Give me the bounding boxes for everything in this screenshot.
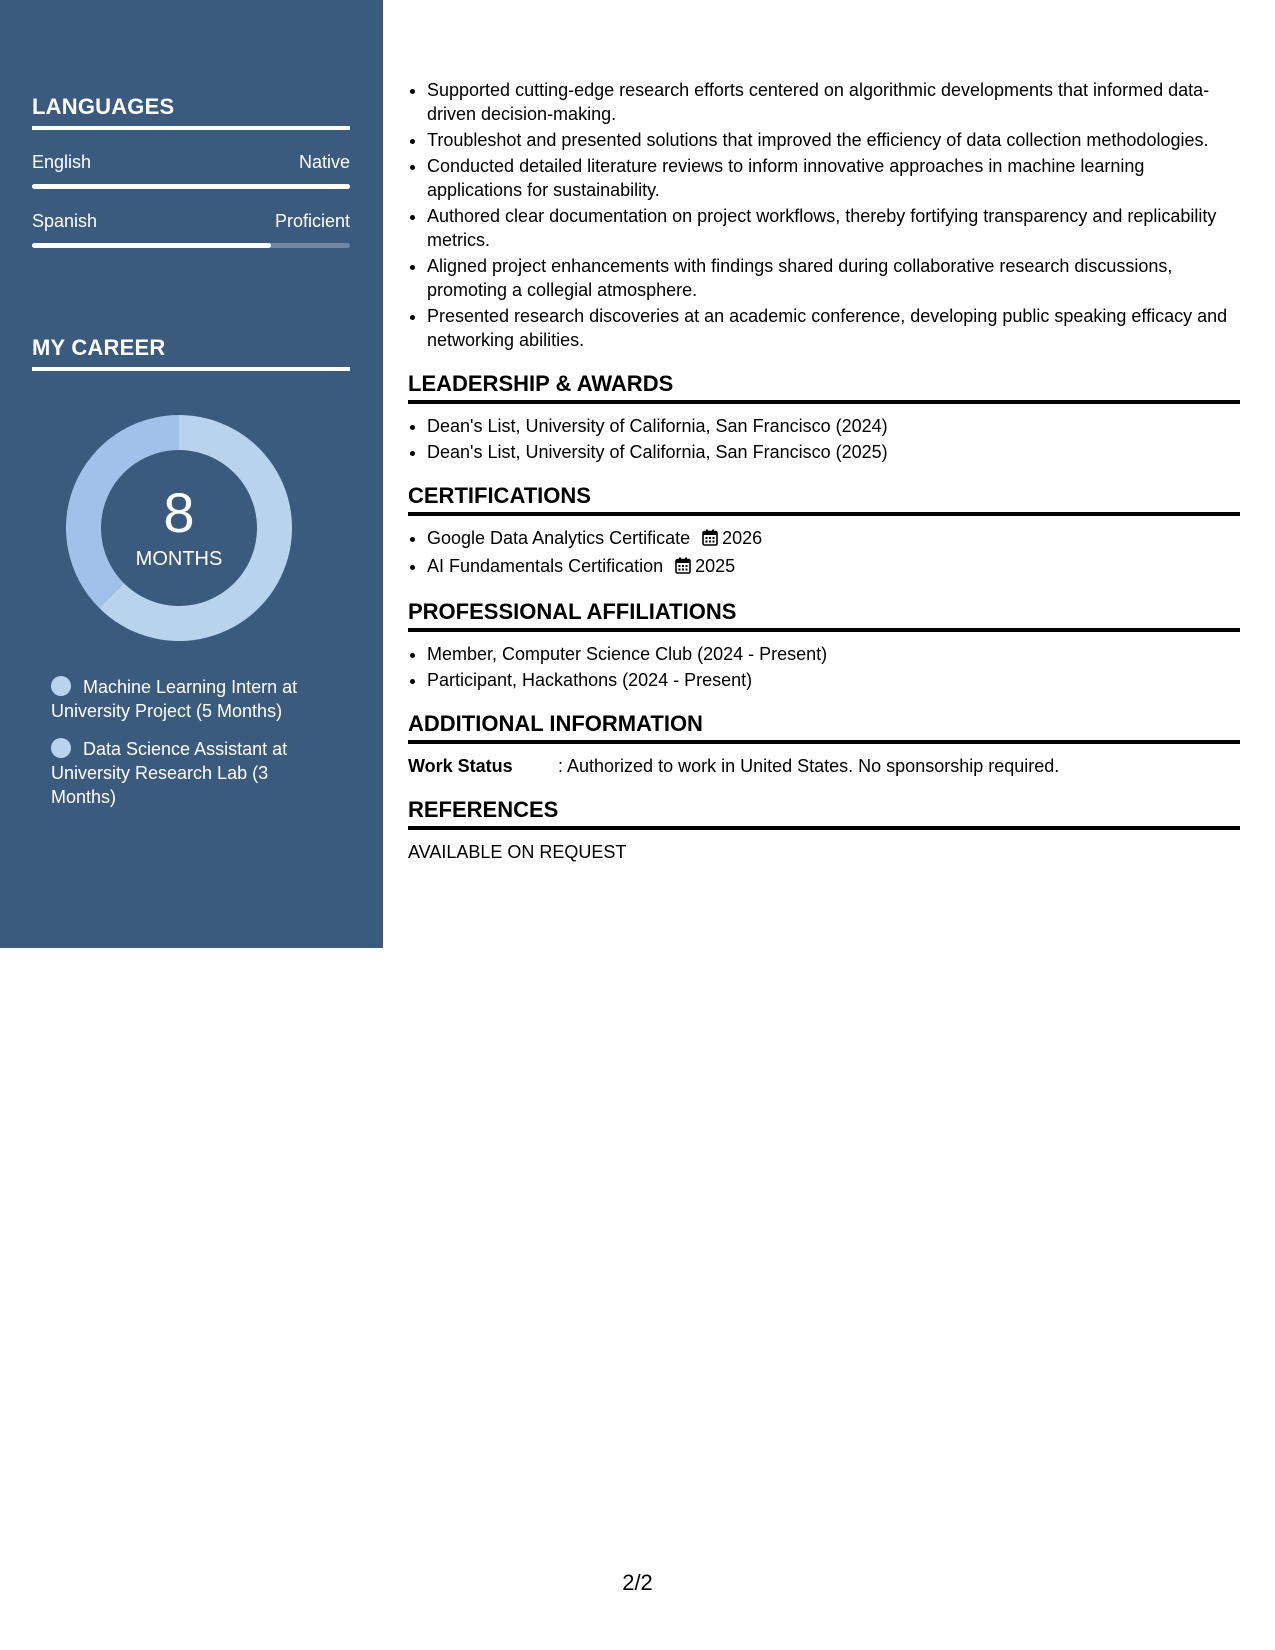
career-total-unit: MONTHS xyxy=(135,548,223,570)
language-item xyxy=(32,211,350,248)
career-legend-label: Machine Learning Intern at University Project (5 Months) xyxy=(51,677,298,721)
language-proficiency-bar xyxy=(32,243,350,248)
experience-bullets xyxy=(408,78,1240,352)
career-legend-label: Data Science Assistant at University Research Lab (3 Months) xyxy=(51,739,288,807)
certification-year: 2025 xyxy=(695,556,736,576)
language-proficiency-bar xyxy=(32,184,350,189)
languages-heading: LANGUAGES xyxy=(32,94,350,130)
references-heading: REFERENCES xyxy=(408,796,1240,830)
work-status-row xyxy=(408,754,1240,778)
career-donut-chart xyxy=(66,415,292,641)
certification-name: Google Data Analytics Certificate xyxy=(427,528,691,548)
experience-bullet: • Conducted detailed literature reviews to inform innovative approaches in machine learning applications for sustainability. xyxy=(427,154,1240,202)
career-legend-item xyxy=(51,675,321,723)
work-status-label: Work Status xyxy=(408,756,513,776)
main-content xyxy=(408,78,1240,864)
calendar-icon xyxy=(675,556,691,580)
additional-info-heading: ADDITIONAL INFORMATION xyxy=(408,710,1240,744)
leadership-heading: LEADERSHIP & AWARDS xyxy=(408,370,1240,404)
career-heading: MY CAREER xyxy=(32,335,350,371)
language-name: Spanish xyxy=(32,211,98,231)
leadership-item: • Dean's List, University of California, San Francisco (2024) xyxy=(427,414,1240,438)
leadership-item: • Dean's List, University of California, San Francisco (2025) xyxy=(427,440,1240,464)
calendar-icon xyxy=(702,528,718,552)
experience-bullet: • Authored clear documentation on project workflows, thereby fortifying transparency and replicability metrics. xyxy=(427,204,1240,252)
career-section xyxy=(32,335,350,371)
career-legend-item xyxy=(51,737,321,809)
language-proficiency-fill xyxy=(32,243,271,248)
experience-bullet: • Supported cutting-edge research efforts centered on algorithmic developments that informed data-driven decision-making. xyxy=(427,78,1240,126)
work-status-value: : Authorized to work in United States. No sponsorship required. xyxy=(558,756,1060,776)
career-legend xyxy=(51,675,321,823)
affiliation-item: • Participant, Hackathons (2024 - Present) xyxy=(427,668,1240,692)
legend-dot-icon xyxy=(51,738,71,758)
language-proficiency-fill xyxy=(32,184,350,189)
additional-info-section xyxy=(408,710,1240,778)
certification-year: 2026 xyxy=(722,528,763,548)
career-total-number: 8 xyxy=(163,481,195,544)
page-number: 2/2 xyxy=(622,1570,653,1595)
leadership-section xyxy=(408,370,1240,464)
certification-name: AI Fundamentals Certification xyxy=(427,556,664,576)
certification-item xyxy=(427,554,1240,580)
language-item xyxy=(32,152,350,189)
experience-bullet: • Aligned project enhancements with findings shared during collaborative research discussions, promoting a collegial atmosphere. xyxy=(427,254,1240,302)
references-text: AVAILABLE ON REQUEST xyxy=(408,842,627,862)
certifications-section xyxy=(408,482,1240,580)
affiliation-item: • Member, Computer Science Club (2024 - Present) xyxy=(427,642,1240,666)
language-level: Proficient xyxy=(274,211,350,231)
affiliations-heading: PROFESSIONAL AFFILIATIONS xyxy=(408,598,1240,632)
sidebar xyxy=(0,0,383,948)
references-section xyxy=(408,796,1240,864)
affiliations-section xyxy=(408,598,1240,692)
language-name: English xyxy=(32,152,92,172)
legend-dot-icon xyxy=(51,676,71,696)
experience-bullet: • Troubleshot and presented solutions that improved the efficiency of data collection methodologies. xyxy=(427,128,1240,152)
certifications-heading: CERTIFICATIONS xyxy=(408,482,1240,516)
languages-section xyxy=(32,94,350,248)
language-level: Native xyxy=(298,152,350,172)
experience-bullet: • Presented research discoveries at an academic conference, developing public speaking efficacy and networking abilities. xyxy=(427,304,1240,352)
certification-item xyxy=(427,526,1240,552)
